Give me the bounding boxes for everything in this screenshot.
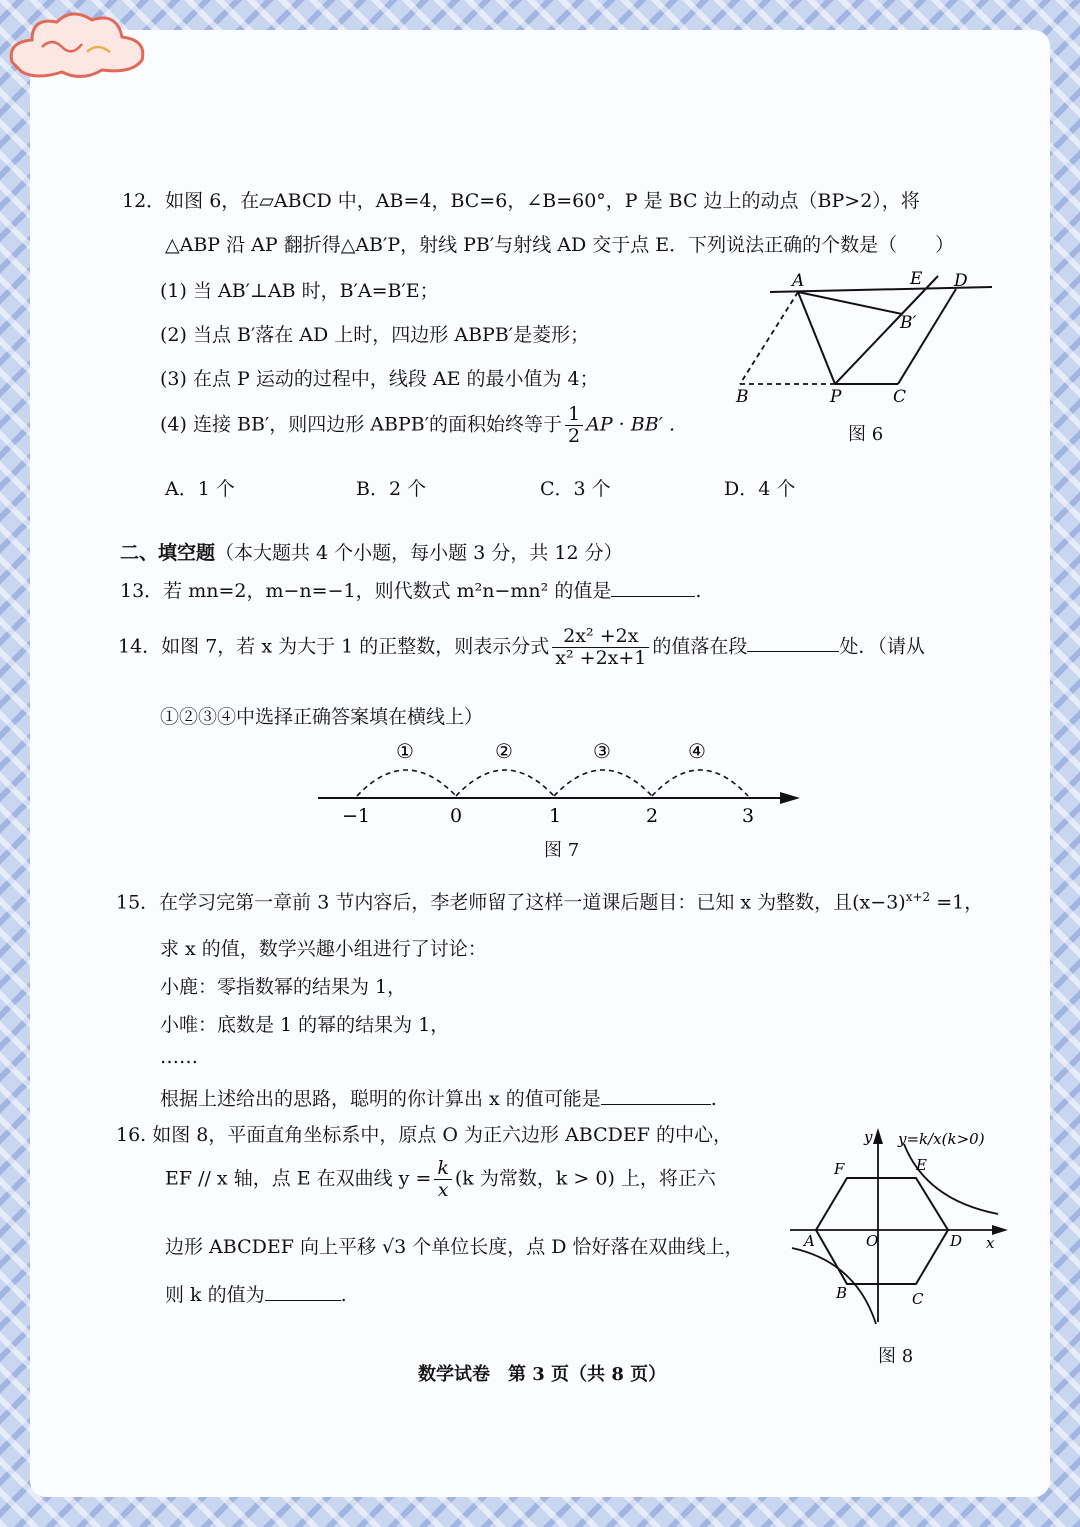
fig6-label-e: E	[910, 269, 923, 289]
fig7-arc-1	[357, 770, 456, 796]
q12-statement-3: (3) 在点 P 运动的过程中，线段 AE 的最小值为 4；	[160, 368, 599, 390]
fig7-arcs	[357, 770, 748, 796]
q15-line4: 小唯：底数是 1 的幂的结果为 1，	[160, 1014, 450, 1036]
fig7-tick-3: 3	[742, 805, 755, 827]
q15-answer-blank[interactable]	[601, 1103, 711, 1105]
q14-pre: 14．如图 7，若 x 为大于 1 的正整数，则表示分式	[118, 635, 550, 658]
fig6-label-d: D	[954, 271, 968, 291]
figure-6-caption: 图 6	[848, 424, 884, 445]
q13-end: .	[695, 580, 702, 602]
q16-answer-blank[interactable]	[265, 1299, 341, 1301]
fig6-label-c: C	[893, 387, 907, 407]
fig6-line-ap	[798, 292, 835, 384]
fig8-label-b: B	[836, 1284, 848, 1302]
q15-line3: 小鹿：零指数幂的结果为 1，	[160, 976, 407, 998]
fig8-y-arrow-icon	[873, 1128, 883, 1144]
q16-denominator: x	[437, 1178, 449, 1201]
q14-line1	[118, 626, 925, 669]
fig6-label-a: A	[792, 271, 805, 291]
q12-option-d: D．4 个	[724, 478, 796, 500]
q16-line3: 边形 ABCDEF 向上平移 √3 个单位长度，点 D 恰好落在双曲线上，	[165, 1236, 744, 1258]
cloud-decoration-icon	[2, 2, 162, 92]
fig8-label-c: C	[912, 1290, 924, 1308]
q15-line6-text: 根据上述给出的思路，聪明的你计算出 x 的值可能是	[160, 1088, 601, 1110]
figure-7-number-line	[310, 734, 810, 834]
fig6-label-b: B	[736, 387, 749, 407]
fig6-label-b-prime: B′	[900, 313, 917, 333]
q14-numerator: 2x² +2x	[552, 626, 649, 648]
fig7-segment-3: ③	[593, 739, 611, 763]
fig7-axis-arrow-icon	[780, 792, 800, 804]
fig7-arc-2	[456, 770, 554, 796]
q14-mid: 的值落在段	[652, 635, 748, 658]
q16-end: .	[340, 1284, 347, 1306]
fig8-label-x: x	[986, 1234, 995, 1252]
q16-line4-text: 则 k 的值为	[165, 1284, 265, 1306]
fig8-label-o: O	[866, 1232, 879, 1250]
section-2-note: （本大题共 4 个小题，每小题 3 分，共 12 分）	[215, 542, 623, 564]
q15-line1	[116, 890, 983, 914]
fig7-tick-2: 2	[646, 805, 659, 827]
q12-line1: 12．如图 6，在▱ABCD 中，AB=4，BC=6，∠B=60°，P 是 BC 边上的动点（BP>2），将	[122, 190, 920, 212]
q12-statement-4	[160, 404, 675, 447]
fig8-label-d: D	[950, 1232, 963, 1250]
q16-line4	[165, 1284, 347, 1307]
q12-option-b: B．2 个	[356, 478, 427, 500]
fig8-label-a: A	[804, 1232, 815, 1250]
q15-line6	[160, 1088, 717, 1111]
q15-line1-text: 15．在学习完第一章前 3 节内容后，李老师留了这样一道课后题目：已知 x 为整数，且(x−3)	[116, 891, 906, 914]
figure-6	[730, 262, 1000, 412]
q14-line2: ①②③④中选择正确答案填在横线上）	[160, 706, 484, 728]
fig7-tick-0: 0	[450, 805, 463, 827]
q12-s4-denominator: 2	[568, 424, 581, 447]
q14-answer-blank[interactable]	[747, 650, 839, 652]
q13-text: 13．若 mn=2，m−n=−1，则代数式 m²n−mn² 的值是	[120, 580, 612, 602]
q16-line1: 16. 如图 8，平面直角坐标系中，原点 O 为正六边形 ABCDEF 的中心，	[116, 1124, 732, 1146]
q14-denominator: x² +2x+1	[555, 646, 647, 669]
figure-7-caption: 图 7	[544, 840, 580, 861]
fig7-segment-4: ④	[688, 739, 706, 763]
q12-s4-post: AP · BB′ .	[586, 413, 676, 436]
q15-line1-end: =1，	[930, 891, 984, 914]
fig6-line-cd	[898, 289, 956, 384]
fig6-line-pe	[835, 276, 938, 384]
q14-fraction	[552, 626, 649, 669]
page-footer: 数学试卷 第 3 页（共 8 页）	[418, 1364, 667, 1385]
q14-post: 处．（请从	[839, 635, 925, 658]
q15-exponent: x+2	[905, 890, 931, 904]
fig7-tick-neg1: −1	[342, 805, 371, 827]
q12-line2: △ABP 沿 AP 翻折得△AB′P，射线 PB′与射线 AD 交于点 E．下列说法正确的个数是（ ）	[165, 234, 955, 256]
q13-answer-blank[interactable]	[611, 595, 695, 597]
q15-end: .	[710, 1088, 717, 1110]
section-2-title	[120, 542, 623, 565]
q13	[120, 580, 701, 603]
q12-s4-numerator: 1	[565, 404, 583, 426]
fig8-hexagon	[816, 1178, 948, 1284]
figure-8-caption: 图 8	[878, 1346, 914, 1367]
q15-line2: 求 x 的值，数学兴趣小组进行了讨论：	[160, 938, 487, 960]
fig7-segment-2: ②	[495, 739, 513, 763]
q12-option-a: A．1 个	[165, 478, 235, 500]
fig6-line-ab2	[798, 292, 902, 314]
q12-s4-pre: (4) 连接 BB′，则四边形 ABPB′的面积始终等于	[160, 413, 563, 436]
q16-fraction	[434, 1158, 452, 1201]
q16-line2-pre: EF // x 轴，点 E 在双曲线 y =	[165, 1167, 432, 1190]
q12-statement-1: (1) 当 AB′⊥AB 时，B′A=B′E；	[160, 280, 439, 302]
section-2-heading: 二、填空题	[120, 542, 216, 564]
fig8-hyperbola-upper	[904, 1144, 998, 1214]
q16-line2	[165, 1158, 716, 1201]
fig7-segment-1: ①	[396, 739, 414, 763]
fig8-label-f: F	[834, 1160, 845, 1178]
q15-line5: ……	[160, 1046, 198, 1068]
fig8-label-e: E	[916, 1156, 927, 1174]
q16-line2-post: (k 为常数，k > 0) 上，将正六	[454, 1167, 716, 1190]
fig7-arc-3	[554, 770, 652, 796]
q12-s4-fraction	[565, 404, 583, 447]
fig8-label-y: y	[864, 1128, 873, 1146]
fig6-line-ab	[740, 292, 798, 384]
q12-statement-2: (2) 当点 B′落在 AD 上时，四边形 ABPB′是菱形；	[160, 324, 590, 346]
fig6-label-p: P	[830, 387, 842, 407]
q16-numerator: k	[434, 1158, 452, 1180]
fig8-equation: y=k/x(k>0)	[898, 1130, 985, 1148]
fig7-tick-1: 1	[549, 805, 562, 827]
q12-option-c: C．3 个	[540, 478, 611, 500]
figure-8	[786, 1122, 1016, 1332]
fig7-arc-4	[652, 770, 748, 796]
